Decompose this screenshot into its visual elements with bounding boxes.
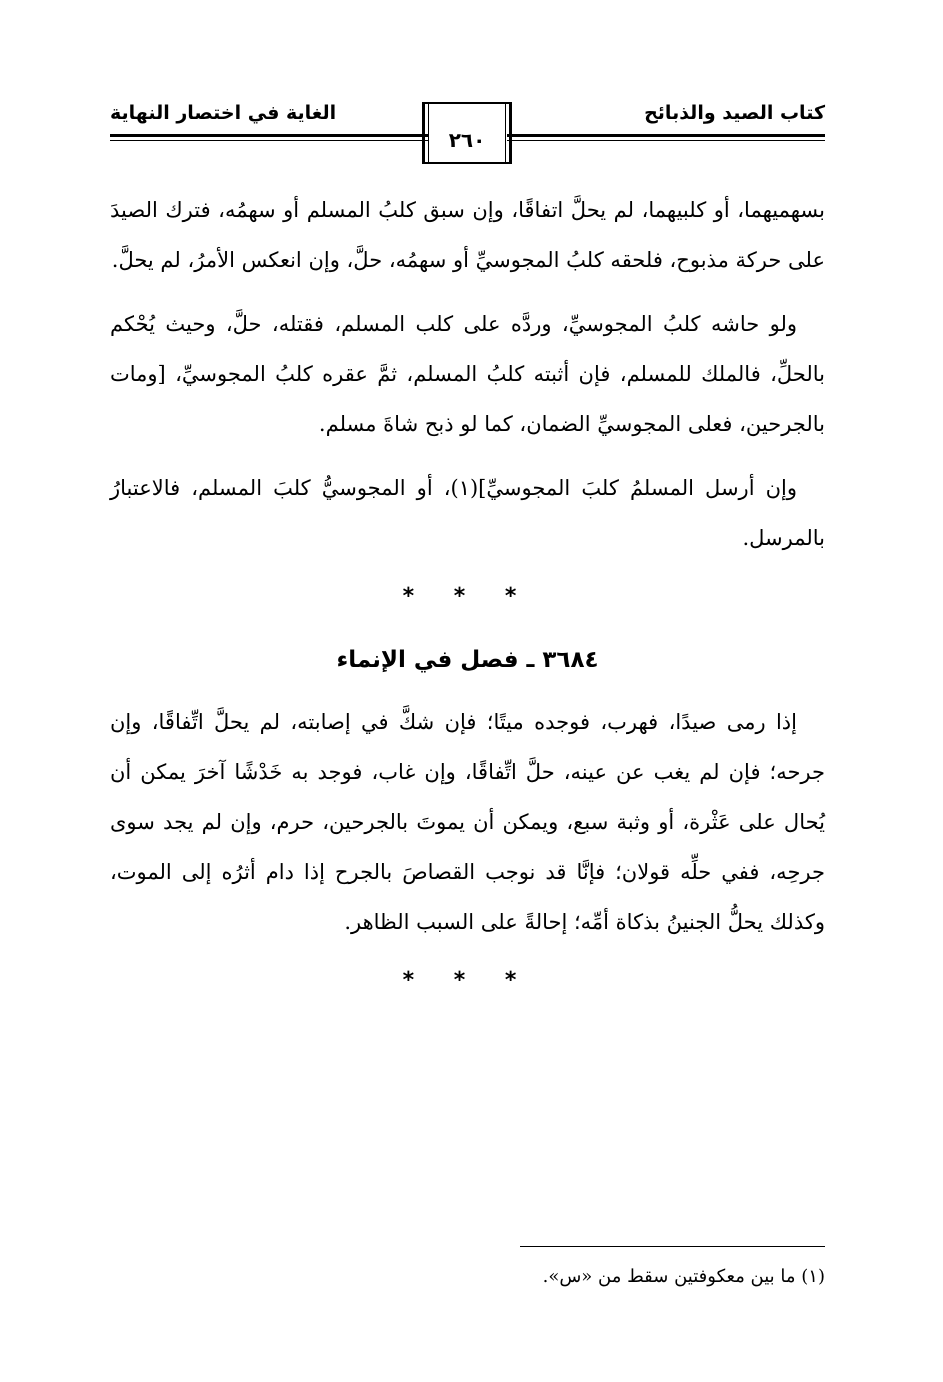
page-header [110,96,825,176]
paragraph: إذا رمى صيدًا، فهرب، فوجده ميتًا؛ فإن شكَّ في إصابته، لم يحلَّ اتِّفاقًا، وإن جرحه؛ فإن لم يغب عن عينه، حلَّ اتِّفاقًا، وإن غاب، فوجد به خَدْشًا آخرَ يمكن أن يُحال على عَثْرة، أو وثبة سبع، ويمكن أن يموتَ بالجرحين، حرم، وإن لم يجد سوى جرحِه، ففي حلِّه قولان؛ فإنَّا قد نوجب القصاصَ بالجرح إذا دام أثرُه إلى الموت، وكذلك يحلُّ الجنينُ بذكاة أمِّه؛ إحالةً على السبب الظاهر. [110,710,825,934]
page-number: ٢٦٠ [448,128,486,152]
section-separator: * * * [402,584,533,609]
section-heading: ٣٦٨٤ ـ فصل في الإنماء [336,647,599,673]
frame-top [422,102,512,104]
header-rule-left-thick [110,134,428,137]
header-rule-right-thin [507,140,825,141]
book-title: الغاية في اختصار النهاية [110,102,337,124]
footnote: (١) ما بين معكوفتين سقط من «س». [542,1266,825,1287]
footnote-rule [520,1246,825,1247]
page-body [110,185,825,1019]
chapter-title: كتاب الصيد والذبائح [644,102,825,124]
section-separator: * * * [402,968,533,993]
page-number-frame [422,102,512,164]
frame-bottom [422,162,512,164]
paragraph: بسهميهما، أو كلبيهما، لم يحلَّ اتفاقًا، وإن سبق كلبُ المسلم أو سهمُه، فترك الصيدَ على حركة مذبوح، فلحقه كلبُ المجوسيِّ أو سهمُه، حلَّ، وإن انعكس الأمرُ، لم يحلَّ. [110,198,825,272]
header-rule-right-thick [507,134,825,137]
paragraph: وإن أرسل المسلمُ كلبَ المجوسيِّ](١)، أو المجوسيُّ كلبَ المسلم، فالاعتبارُ بالمرسل. [110,476,825,550]
paragraph: ولو حاشه كلبُ المجوسيِّ، وردَّه على كلب المسلم، فقتله، حلَّ، وحيث يُحْكم بالحلِّ، فالملك للمسلم، فإن أثبته كلبُ المسلم، ثمَّ عقره كلبُ المجوسيِّ، [ومات بالجرحين، فعلى المجوسيِّ الضمان، كما لو ذبح شاةَ مسلم. [110,312,825,436]
header-rule-left-thin [110,140,428,141]
